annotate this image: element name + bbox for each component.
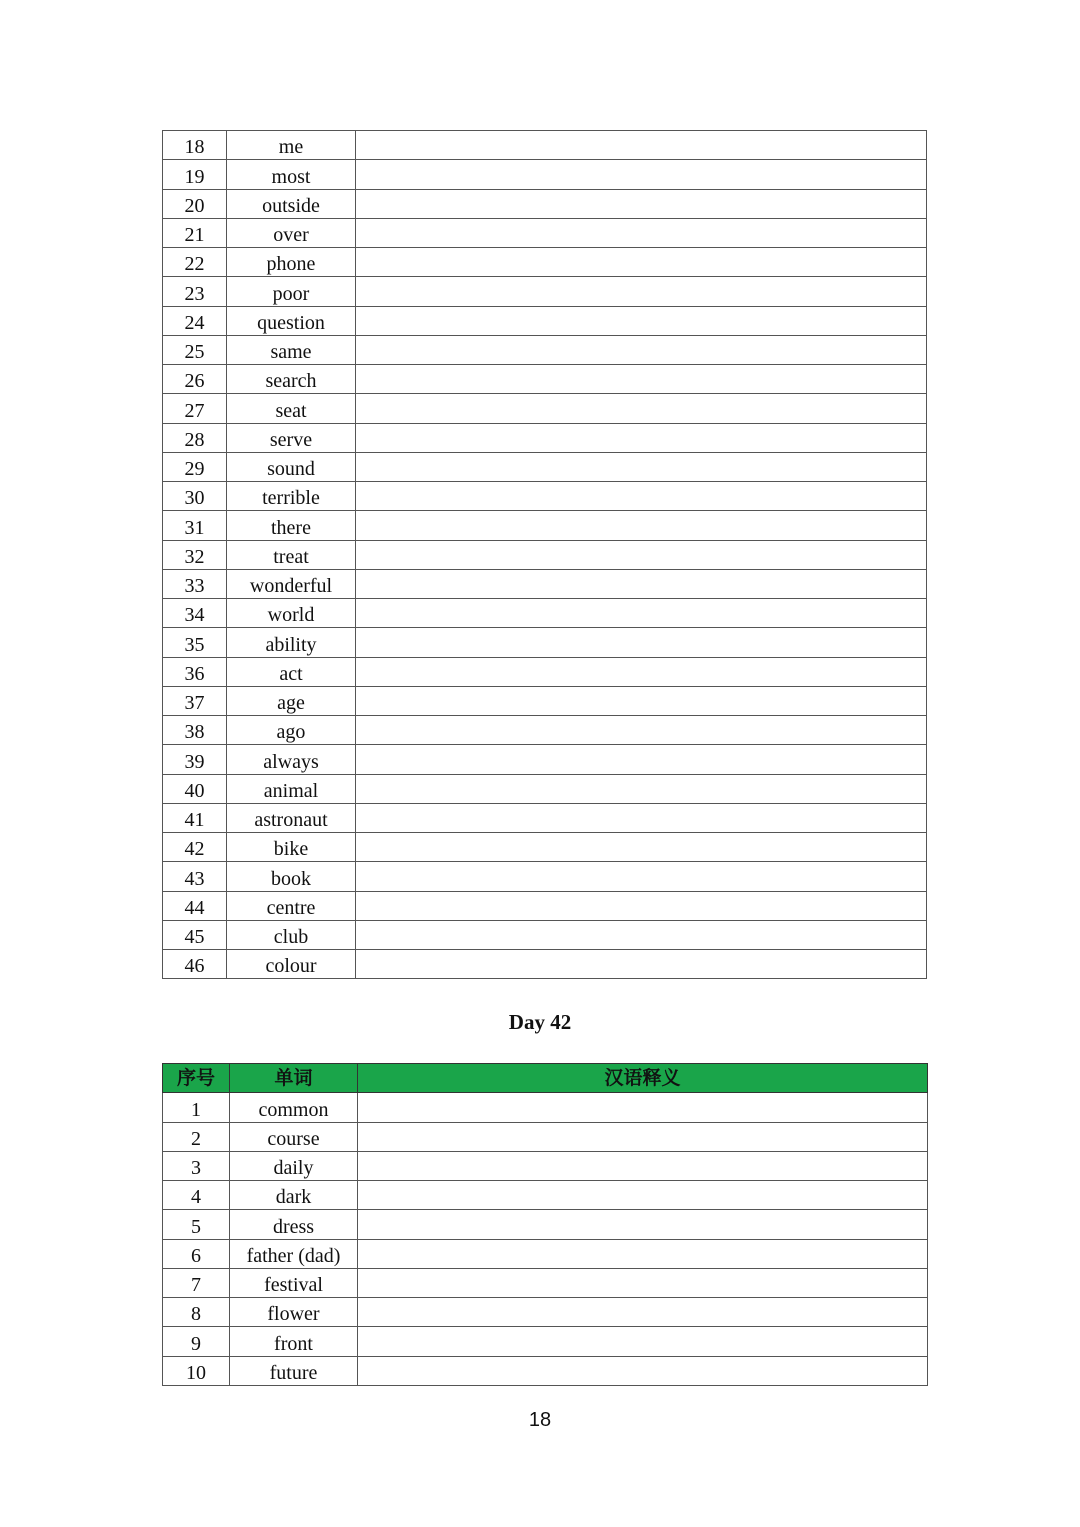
table-row (163, 394, 927, 423)
row-word: world (227, 599, 356, 628)
row-word: treat (227, 540, 356, 569)
row-number: 31 (163, 511, 227, 540)
table-row (163, 277, 927, 306)
row-number: 45 (163, 920, 227, 949)
row-word: astronaut (227, 803, 356, 832)
row-number: 26 (163, 365, 227, 394)
table-row (163, 950, 927, 979)
row-word: ago (227, 716, 356, 745)
row-word: daily (230, 1151, 358, 1180)
table-row (163, 803, 927, 832)
table-row (163, 1356, 928, 1385)
table-row (163, 160, 927, 189)
row-meaning-blank[interactable] (358, 1093, 928, 1122)
row-number: 46 (163, 950, 227, 979)
row-number: 34 (163, 599, 227, 628)
row-number: 19 (163, 160, 227, 189)
row-number: 38 (163, 716, 227, 745)
row-meaning-blank[interactable] (358, 1327, 928, 1356)
table-row (163, 599, 927, 628)
vocabulary-table-continued (162, 130, 927, 979)
table-row (163, 569, 927, 598)
row-word: father (dad) (230, 1239, 358, 1268)
table-row (163, 1239, 928, 1268)
row-word: age (227, 686, 356, 715)
header-meaning: 汉语释义 (358, 1064, 928, 1093)
row-word: colour (227, 950, 356, 979)
row-word: ability (227, 628, 356, 657)
row-number: 37 (163, 686, 227, 715)
row-word: future (230, 1356, 358, 1385)
row-number: 21 (163, 218, 227, 247)
table-row (163, 248, 927, 277)
row-meaning-blank[interactable] (356, 248, 927, 277)
row-word: poor (227, 277, 356, 306)
row-number: 7 (163, 1268, 230, 1297)
row-meaning-blank[interactable] (356, 891, 927, 920)
row-word: me (227, 131, 356, 160)
row-word: bike (227, 833, 356, 862)
row-number: 2 (163, 1122, 230, 1151)
row-meaning-blank[interactable] (356, 920, 927, 949)
row-meaning-blank[interactable] (356, 189, 927, 218)
row-word: same (227, 335, 356, 364)
row-number: 43 (163, 862, 227, 891)
row-word: question (227, 306, 356, 335)
row-word: most (227, 160, 356, 189)
row-meaning-blank[interactable] (356, 862, 927, 891)
row-meaning-blank[interactable] (356, 803, 927, 832)
row-word: common (230, 1093, 358, 1122)
page-number: 18 (528, 1409, 552, 1431)
row-word: course (230, 1122, 358, 1151)
row-number: 20 (163, 189, 227, 218)
table-row (163, 1093, 928, 1122)
row-meaning-blank[interactable] (356, 657, 927, 686)
row-number: 32 (163, 540, 227, 569)
table-row (163, 423, 927, 452)
row-word: flower (230, 1298, 358, 1327)
table-row (163, 1122, 928, 1151)
row-number: 42 (163, 833, 227, 862)
row-meaning-blank[interactable] (356, 774, 927, 803)
table-row (163, 482, 927, 511)
row-number: 8 (163, 1298, 230, 1327)
row-word: phone (227, 248, 356, 277)
table-row (163, 218, 927, 247)
row-meaning-blank[interactable] (356, 394, 927, 423)
row-word: centre (227, 891, 356, 920)
row-meaning-blank[interactable] (356, 423, 927, 452)
vocabulary-table-body (163, 1093, 928, 1386)
row-meaning-blank[interactable] (356, 218, 927, 247)
table-row (163, 686, 927, 715)
row-number: 25 (163, 335, 227, 364)
row-number: 10 (163, 1356, 230, 1385)
row-number: 5 (163, 1210, 230, 1239)
row-number: 30 (163, 482, 227, 511)
row-meaning-blank[interactable] (358, 1356, 928, 1385)
row-word: search (227, 365, 356, 394)
table-row (163, 628, 927, 657)
row-number: 40 (163, 774, 227, 803)
table-row (163, 306, 927, 335)
table-row (163, 1151, 928, 1180)
row-number: 22 (163, 248, 227, 277)
table-row (163, 189, 927, 218)
table-row (163, 1210, 928, 1239)
row-word: outside (227, 189, 356, 218)
table-row (163, 920, 927, 949)
row-number: 9 (163, 1327, 230, 1356)
row-number: 24 (163, 306, 227, 335)
row-meaning-blank[interactable] (358, 1181, 928, 1210)
row-word: front (230, 1327, 358, 1356)
row-number: 36 (163, 657, 227, 686)
table-row (163, 891, 927, 920)
row-word: over (227, 218, 356, 247)
row-word: sound (227, 452, 356, 481)
row-number: 28 (163, 423, 227, 452)
header-number: 序号 (163, 1064, 230, 1093)
row-meaning-blank[interactable] (356, 160, 927, 189)
table-header-row (163, 1064, 928, 1093)
table-row (163, 716, 927, 745)
row-meaning-blank[interactable] (356, 833, 927, 862)
row-number: 35 (163, 628, 227, 657)
row-word: club (227, 920, 356, 949)
table-row (163, 540, 927, 569)
table-row (163, 1181, 928, 1210)
section-title: Day 42 (508, 1010, 572, 1034)
row-word: seat (227, 394, 356, 423)
row-word: act (227, 657, 356, 686)
row-number: 23 (163, 277, 227, 306)
row-meaning-blank[interactable] (358, 1151, 928, 1180)
table-row (163, 657, 927, 686)
row-number: 27 (163, 394, 227, 423)
row-word: animal (227, 774, 356, 803)
row-number: 39 (163, 745, 227, 774)
row-meaning-blank[interactable] (356, 950, 927, 979)
row-number: 29 (163, 452, 227, 481)
row-meaning-blank[interactable] (356, 306, 927, 335)
table-row (163, 774, 927, 803)
table-row (163, 511, 927, 540)
row-word: serve (227, 423, 356, 452)
header-word: 单词 (230, 1064, 358, 1093)
row-number: 3 (163, 1151, 230, 1180)
row-word: there (227, 511, 356, 540)
row-number: 4 (163, 1181, 230, 1210)
row-word: dress (230, 1210, 358, 1239)
row-meaning-blank[interactable] (358, 1298, 928, 1327)
row-meaning-blank[interactable] (356, 716, 927, 745)
row-number: 44 (163, 891, 227, 920)
row-meaning-blank[interactable] (356, 335, 927, 364)
row-meaning-blank[interactable] (356, 599, 927, 628)
row-word: book (227, 862, 356, 891)
row-number: 1 (163, 1093, 230, 1122)
row-meaning-blank[interactable] (356, 511, 927, 540)
row-meaning-blank[interactable] (356, 569, 927, 598)
table-row (163, 1298, 928, 1327)
row-meaning-blank[interactable] (356, 365, 927, 394)
vocabulary-table-body (163, 131, 927, 979)
row-number: 18 (163, 131, 227, 160)
row-meaning-blank[interactable] (356, 745, 927, 774)
row-meaning-blank[interactable] (356, 452, 927, 481)
row-meaning-blank[interactable] (358, 1268, 928, 1297)
table-row (163, 862, 927, 891)
row-meaning-blank[interactable] (358, 1239, 928, 1268)
row-meaning-blank[interactable] (356, 277, 927, 306)
row-number: 41 (163, 803, 227, 832)
row-number: 6 (163, 1239, 230, 1268)
vocabulary-table-day-42 (162, 1063, 928, 1386)
row-word: terrible (227, 482, 356, 511)
row-meaning-blank[interactable] (356, 628, 927, 657)
table-row (163, 745, 927, 774)
row-meaning-blank[interactable] (358, 1210, 928, 1239)
row-meaning-blank[interactable] (356, 131, 927, 160)
row-meaning-blank[interactable] (356, 482, 927, 511)
table-row (163, 452, 927, 481)
row-word: always (227, 745, 356, 774)
table-row (163, 365, 927, 394)
table-row (163, 131, 927, 160)
row-word: dark (230, 1181, 358, 1210)
row-word: festival (230, 1268, 358, 1297)
row-word: wonderful (227, 569, 356, 598)
table-row (163, 833, 927, 862)
row-meaning-blank[interactable] (358, 1122, 928, 1151)
table-row (163, 1327, 928, 1356)
table-row (163, 335, 927, 364)
row-number: 33 (163, 569, 227, 598)
row-meaning-blank[interactable] (356, 686, 927, 715)
table-row (163, 1268, 928, 1297)
row-meaning-blank[interactable] (356, 540, 927, 569)
